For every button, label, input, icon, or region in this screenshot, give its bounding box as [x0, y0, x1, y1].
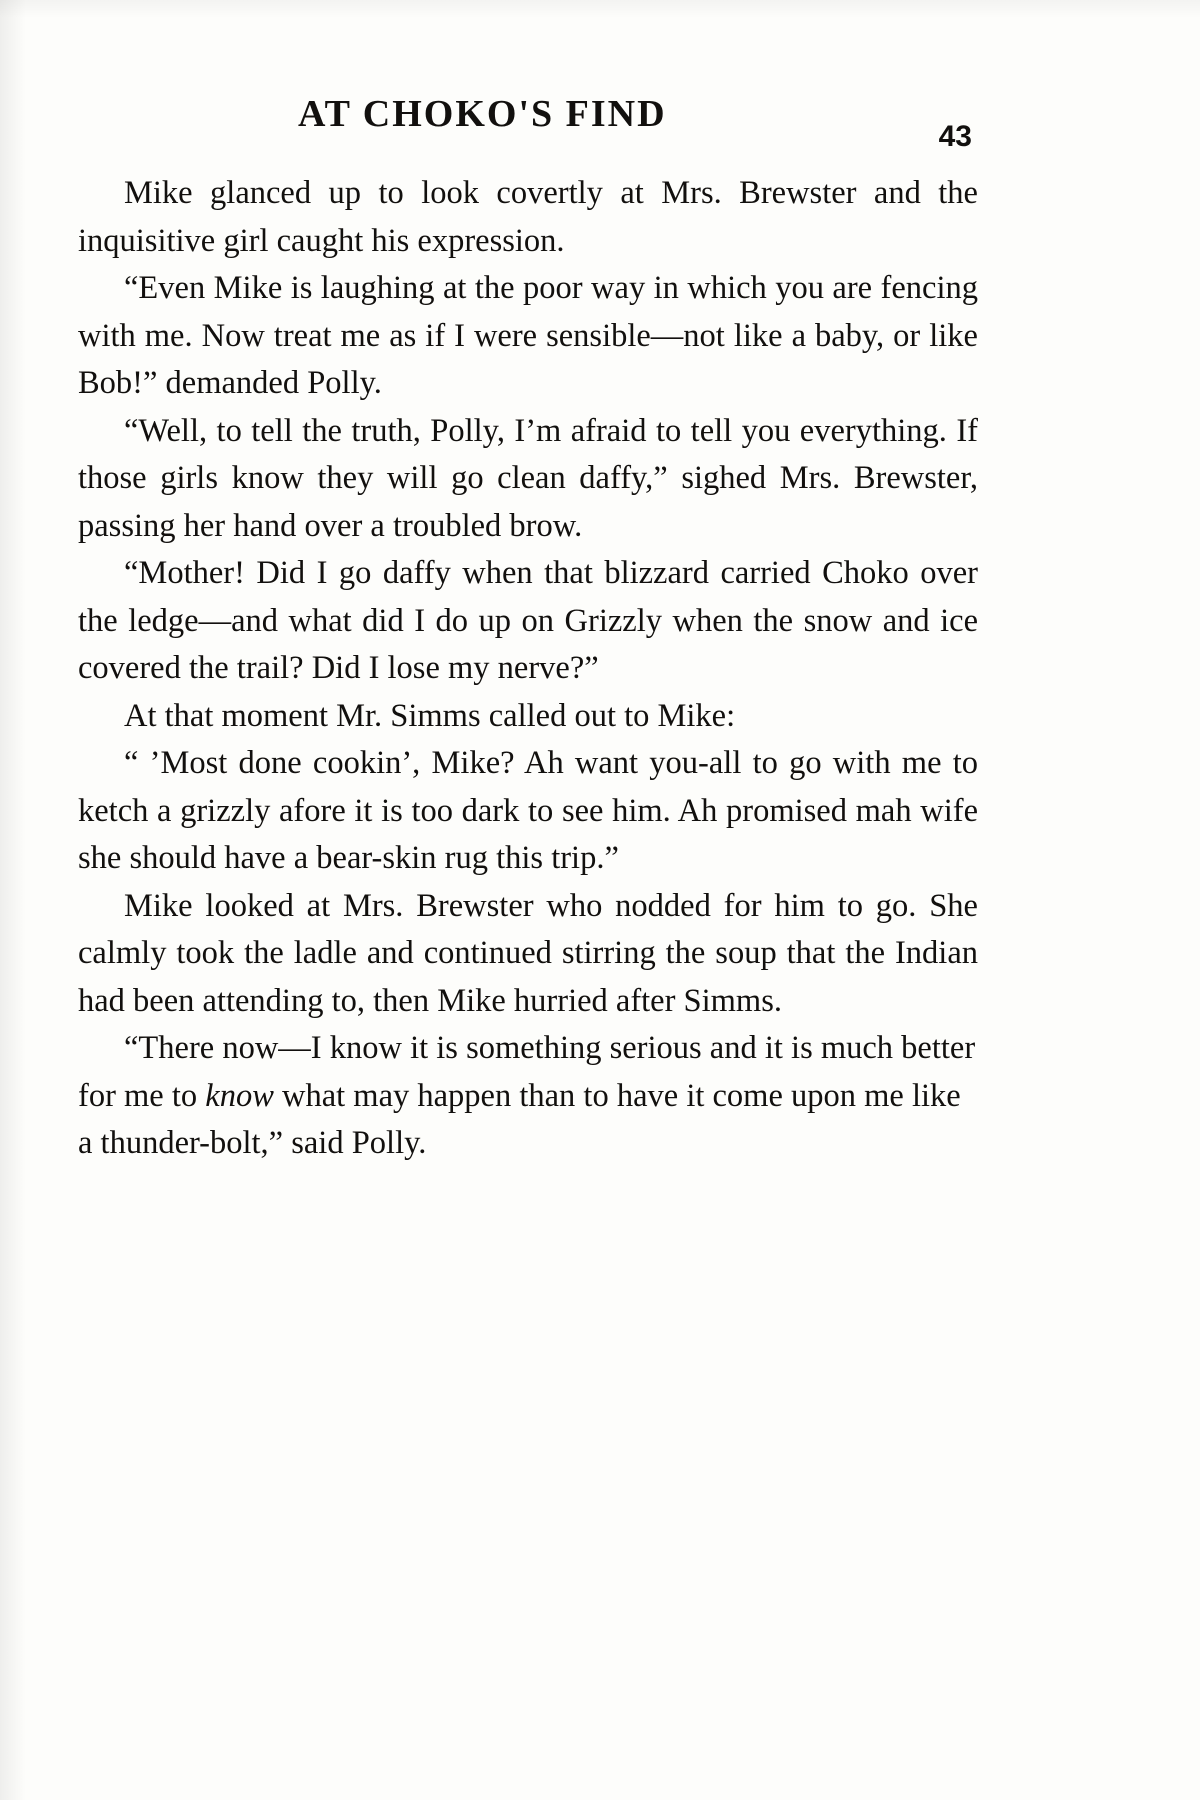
paragraph: “Well, to tell the truth, Polly, I’m afraid to tell you everything. If those girls know they will go clean daffy,” sighed Mrs. Brewster, passing her hand over a troubled brow.	[78, 412, 978, 544]
page-number: 43	[938, 120, 972, 153]
paragraph: “Mother! Did I go daffy when that blizzard carried Choko over the ledge—and what did I do up on Grizzly when the snow and ice covered the trail? Did I lose my nerve?”	[78, 555, 978, 686]
running-head: AT CHOKO'S FIND	[298, 93, 667, 135]
page-header	[78, 92, 978, 156]
page-body	[78, 170, 978, 1168]
paragraph: At that moment Mr. Simms called out to Mike:	[124, 697, 736, 734]
paragraph: Mike glanced up to look covertly at Mrs. Brewster and the inquisitive girl caught his expression.	[78, 175, 978, 259]
paragraph: Mike looked at Mrs. Brewster who nodded for him to go. She calmly took the ladle and continued stirring the soup that the Indian had been attending to, then Mike hurried after Simms.	[78, 887, 978, 1019]
page-edge-shadow-left	[0, 0, 26, 1800]
emphasized-word: know	[205, 1077, 274, 1114]
paragraph-text-after-emphasis: what may happen than to have it come upon me like a thunder-bolt,” said Polly.	[78, 1077, 961, 1161]
paragraph-text-before-emphasis: “There now—I know it is something serious and it is much better for me to	[78, 1030, 976, 1114]
paragraph: “Even Mike is laughing at the poor way in which you are fencing with me. Now treat me as if I were sensible—not like a baby, or like Bob!” demanded Polly.	[78, 270, 978, 401]
page-content-area	[78, 92, 978, 1168]
paragraph: “ ’Most done cookin’, Mike? Ah want you-all to go with me to ketch a grizzly afore it is too dark to see him. Ah promised mah wife she should have a bear-skin rug this trip.”	[78, 745, 978, 876]
paragraph-with-emphasis	[78, 1025, 978, 1168]
page-edge-shadow-top	[0, 0, 1200, 18]
